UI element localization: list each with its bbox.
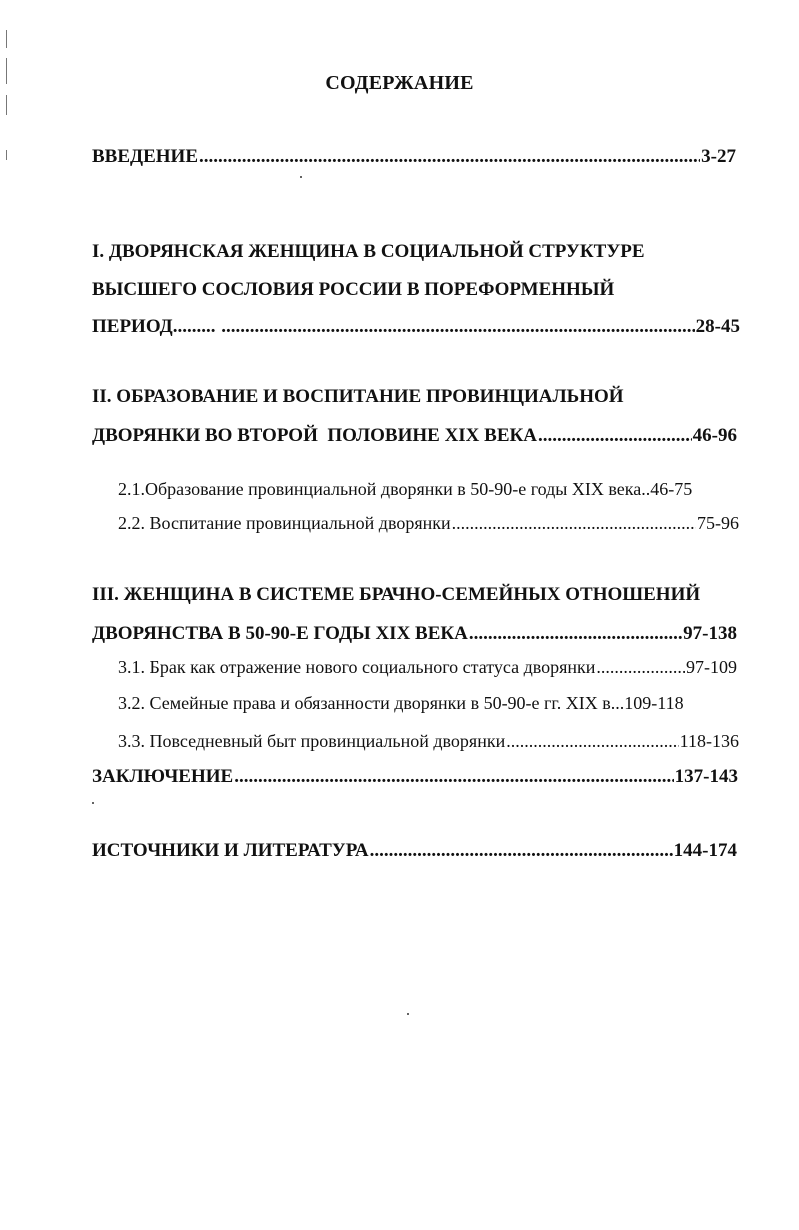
toc-entry-sources[interactable] <box>92 840 737 862</box>
dot-leader <box>370 840 673 862</box>
toc-entry-section-2-1[interactable] <box>118 479 739 500</box>
toc-entry-section-3-3[interactable] <box>118 731 739 752</box>
toc-entry-pages: 28-45 <box>695 316 740 337</box>
chapter-1-title-line-1[interactable]: I. ДВОРЯНСКАЯ ЖЕНЩИНА В СОЦИАЛЬНОЙ СТРУКТУРЕ <box>92 241 645 262</box>
dot-leader <box>469 623 682 645</box>
scan-speck <box>92 802 94 804</box>
toc-entry-pages: 144-174 <box>673 840 737 861</box>
chapter-1-title-line-2[interactable]: ВЫСШЕГО СОСЛОВИЯ РОССИИ В ПОРЕФОРМЕННЫЙ <box>92 279 615 300</box>
page-title: СОДЕРЖАНИЕ <box>325 72 474 94</box>
dot-leader <box>234 766 673 788</box>
toc-entry-pages: 46-96 <box>692 425 737 446</box>
toc-entry-chapter-3[interactable] <box>92 623 737 645</box>
chapter-2-title-line-1[interactable]: II. ОБРАЗОВАНИЕ И ВОСПИТАНИЕ ПРОВИНЦИАЛЬНОЙ <box>92 386 624 407</box>
scan-artifact <box>6 30 7 48</box>
toc-entry-label: 2.1.Образование провинциальной дворянки в 50-90-е годы XIX века.. <box>118 479 651 499</box>
dot-leader <box>506 731 678 752</box>
toc-entry-pages: 46-75 <box>650 479 693 499</box>
chapter-3-title-line-1[interactable]: III. ЖЕНЩИНА В СИСТЕМЕ БРАЧНО-СЕМЕЙНЫХ ОТНОШЕНИЙ <box>92 584 701 605</box>
toc-entry-intro[interactable] <box>92 146 736 168</box>
toc-entry-conclusion[interactable] <box>92 766 738 788</box>
toc-entry-label: ДВОРЯНКИ ВО ВТОРОЙ ПОЛОВИНЕ XIX ВЕКА <box>92 425 537 446</box>
toc-entry-label: ЗАКЛЮЧЕНИЕ <box>92 766 234 787</box>
toc-entry-label: ИСТОЧНИКИ И ЛИТЕРАТУРА <box>92 840 369 861</box>
scan-speck <box>300 176 302 178</box>
dot-leader <box>199 146 700 168</box>
toc-entry-pages: 3-27 <box>701 146 736 167</box>
toc-entry-chapter-1[interactable] <box>92 316 740 338</box>
dot-leader <box>596 657 685 678</box>
toc-entry-pages: 109-118 <box>624 693 684 713</box>
toc-entry-pages: 75-96 <box>697 513 739 533</box>
toc-entry-label: 2.2. Воспитание провинциальной дворянки <box>118 513 451 533</box>
toc-entry-pages: 118-136 <box>679 731 739 751</box>
toc-entry-section-3-1[interactable] <box>118 657 737 678</box>
toc-entry-section-2-2[interactable] <box>118 513 739 534</box>
toc-entry-label: 3.2. Семейные права и обязанности дворянки в 50-90-е гг. XIX в... <box>118 693 625 713</box>
scan-speck <box>407 1013 409 1015</box>
scan-artifact <box>6 150 7 160</box>
toc-entry-pages: 97-138 <box>683 623 737 644</box>
dot-leader <box>452 513 696 534</box>
toc-entry-pages: 137-143 <box>674 766 738 787</box>
toc-entry-pages: 97-109 <box>686 657 737 677</box>
toc-entry-label: ВВЕДЕНИЕ <box>92 146 198 167</box>
toc-entry-label: 3.1. Брак как отражение нового социального статуса дворянки <box>118 657 596 677</box>
dot-leader <box>221 316 694 338</box>
toc-entry-label: 3.3. Повседневный быт провинциальной дворянки <box>118 731 506 751</box>
toc-entry-label: ПЕРИОД......... <box>92 316 221 337</box>
toc-entry-section-3-2[interactable] <box>118 693 737 714</box>
scan-artifact <box>6 95 7 115</box>
dot-leader <box>538 425 692 447</box>
toc-entry-chapter-2[interactable] <box>92 425 737 447</box>
toc-entry-label: ДВОРЯНСТВА В 50-90-Е ГОДЫ XIX ВЕКА <box>92 623 468 644</box>
